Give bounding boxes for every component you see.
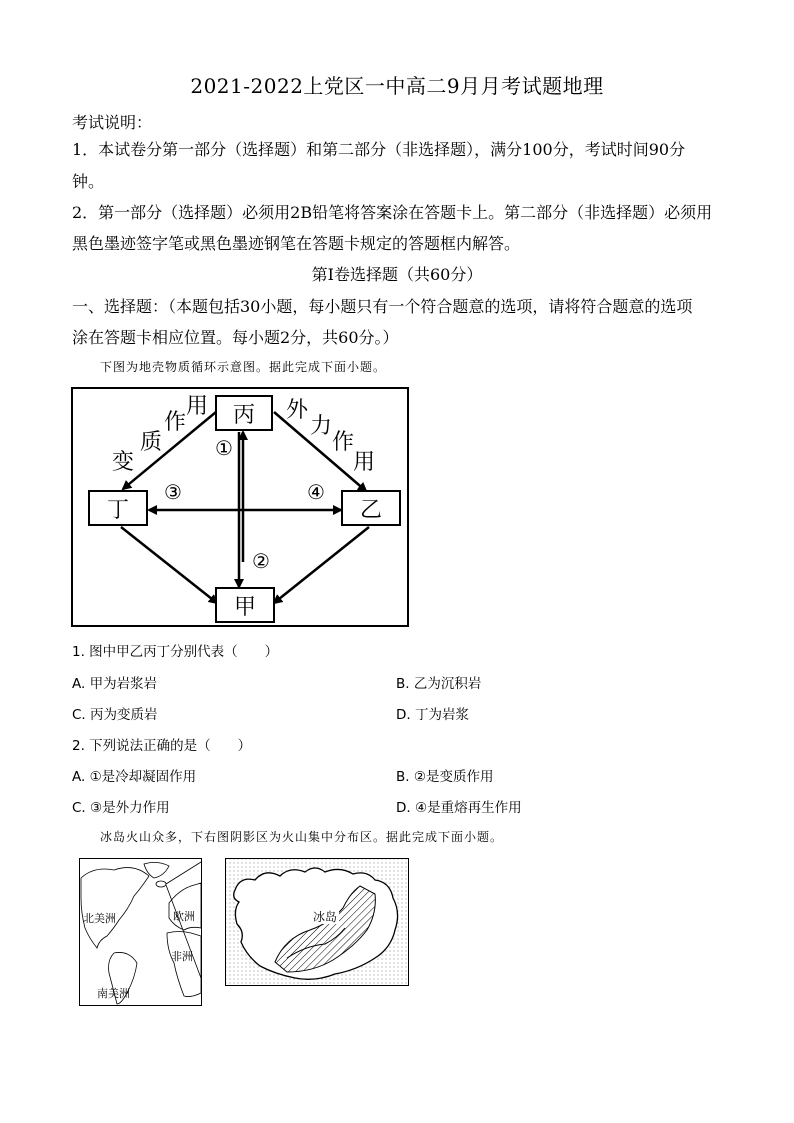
label-south-america: 南美洲 xyxy=(97,987,130,1000)
world-map xyxy=(79,858,202,1006)
rock-cycle-diagram xyxy=(71,387,409,627)
part1-line1: 一、选择题：（本题包括30小题，每小题只有一个符合题意的选项，请将符合题意的选项 xyxy=(72,297,693,316)
instruction-1-line1: 1．本试卷分第一部分（选择题）和第二部分（非选择题），满分100分，考试时间90分 xyxy=(72,140,686,159)
q2-option-a[interactable]: A. ①是冷却凝固作用 xyxy=(72,769,197,785)
page-title: 2021-2022上党区一中高二9月月考试题地理 xyxy=(190,74,604,98)
q2-option-d[interactable]: D. ④是重熔再生作用 xyxy=(396,800,522,816)
left-arrow-label-char-1: 质 xyxy=(139,430,163,455)
q1-option-c[interactable]: C. 丙为变质岩 xyxy=(72,707,158,723)
right-arrow-label-char-3: 用 xyxy=(352,450,376,475)
label-n3: ③ xyxy=(164,480,182,504)
q1-option-a[interactable]: A. 甲为岩浆岩 xyxy=(72,676,158,692)
instructions-heading: 考试说明： xyxy=(72,113,153,132)
section-title: 第Ⅰ卷选择题（共60分） xyxy=(311,265,483,284)
label-europe: 欧洲 xyxy=(173,910,195,923)
instruction-1-line2: 钟。 xyxy=(72,172,105,191)
iceland-marker xyxy=(156,881,166,887)
intro-text-2: 冰岛火山众多，下右图阴影区为火山集中分布区。据此完成下面小题。 xyxy=(100,830,504,844)
q2-stem: 2. 下列说法正确的是（ ） xyxy=(72,738,252,754)
right-arrow-label-char-0: 外 xyxy=(285,398,309,423)
left-arrow-label-char-3: 用 xyxy=(185,394,209,419)
q2-option-c[interactable]: C. ③是外力作用 xyxy=(72,800,170,816)
box-left-label: 丁 xyxy=(106,498,130,523)
q1-stem: 1. 图中甲乙丙丁分别代表（ ） xyxy=(72,644,279,660)
label-n1: ① xyxy=(215,436,233,460)
box-bottom-label: 甲 xyxy=(233,595,257,620)
left-arrow-label-char-2: 作 xyxy=(163,410,187,435)
right-arrow-label-char-2: 作 xyxy=(331,430,355,455)
intro-text-1: 下图为地壳物质循环示意图。据此完成下面小题。 xyxy=(100,360,387,374)
instruction-2-line1: 2．第一部分（选择题）必须用2B铅笔将答案涂在答题卡上。第二部分（非选择题）必须用 xyxy=(72,203,713,222)
label-n4: ④ xyxy=(307,480,325,504)
label-iceland: 冰岛 xyxy=(313,910,338,924)
label-n2: ② xyxy=(252,549,270,573)
iceland-map xyxy=(225,858,409,986)
q2-option-b[interactable]: B. ②是变质作用 xyxy=(396,769,494,785)
q1-option-d[interactable]: D. 丁为岩浆 xyxy=(396,707,469,723)
left-arrow-label-char-0: 变 xyxy=(111,450,135,475)
label-north-america: 北美洲 xyxy=(83,912,116,925)
box-right-label: 乙 xyxy=(359,498,383,523)
label-africa: 非洲 xyxy=(171,950,193,963)
right-arrow-label-char-1: 力 xyxy=(309,414,333,439)
q1-option-b[interactable]: B. 乙为沉积岩 xyxy=(396,676,482,692)
instruction-2-line2: 黑色墨迹签字笔或黑色墨迹钢笔在答题卡规定的答题框内解答。 xyxy=(72,234,521,253)
part1-line2: 涂在答题卡相应位置。每小题2分，共60分。） xyxy=(72,328,399,347)
box-top-label: 丙 xyxy=(232,403,256,428)
